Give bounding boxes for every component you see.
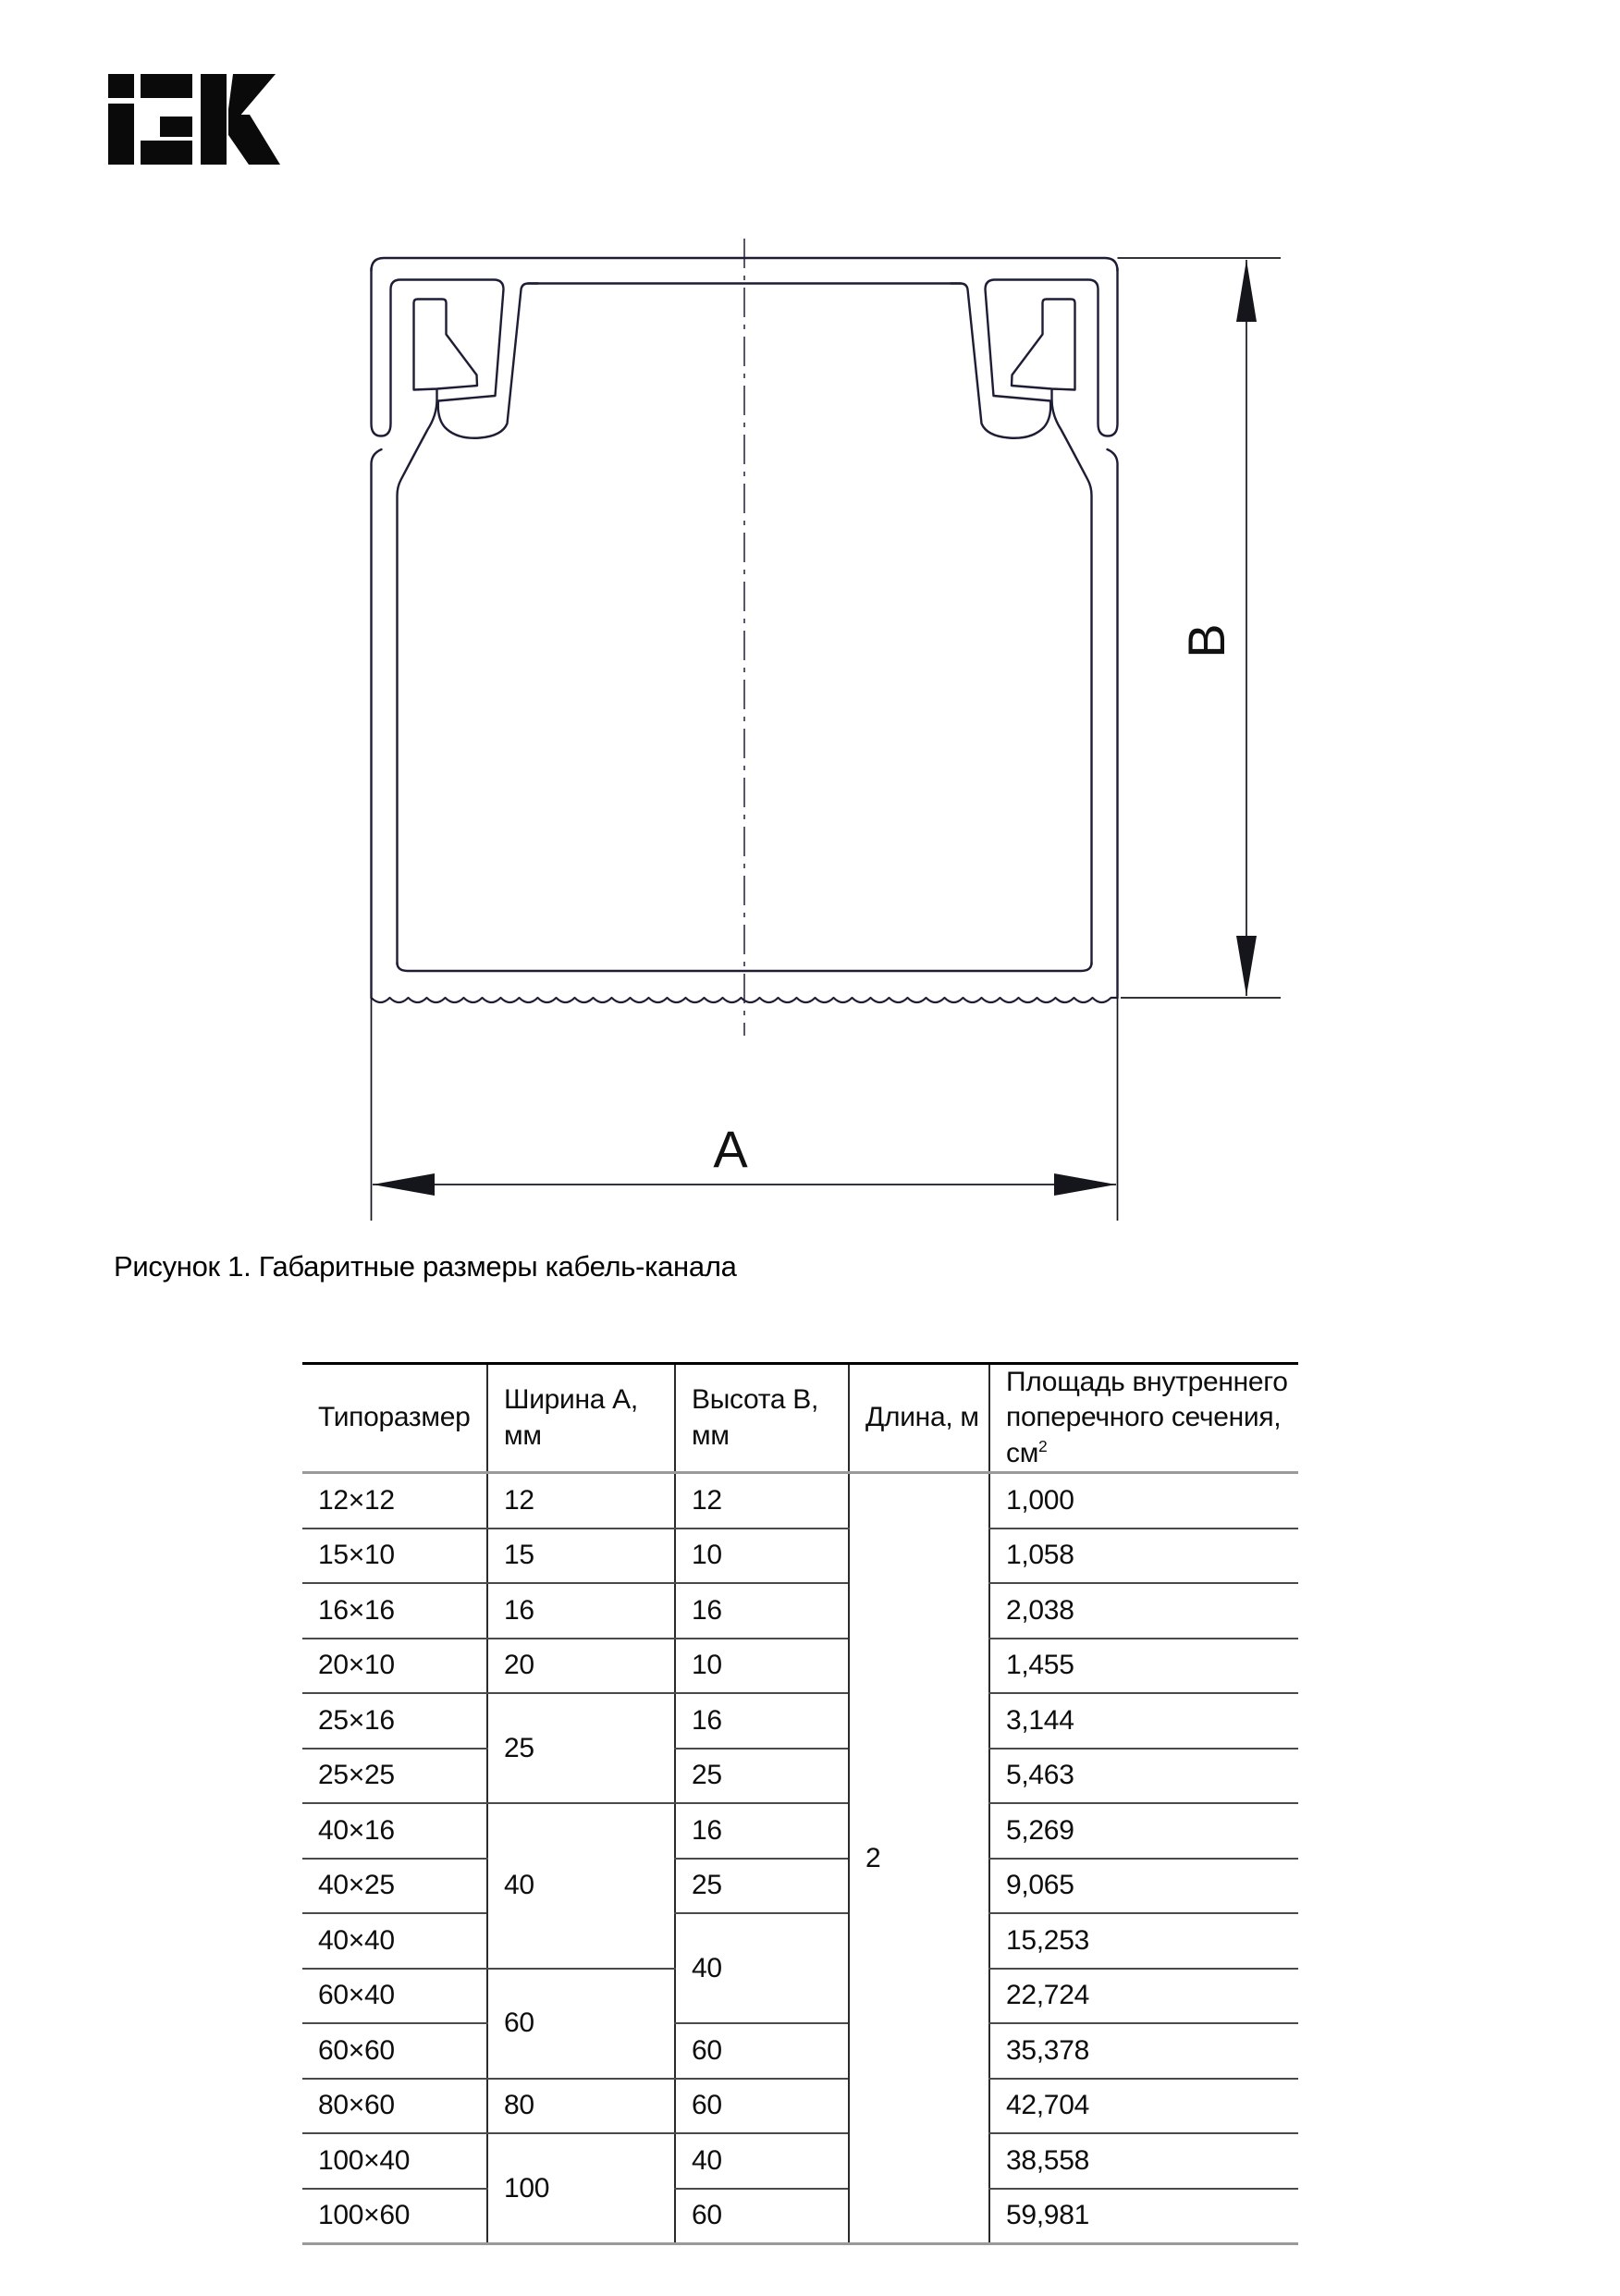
logo-k-stem [201, 74, 227, 165]
cell-area: 9,065 [989, 1859, 1298, 1914]
cell-size: 25×16 [302, 1693, 487, 1749]
profile-wall-right [1012, 300, 1118, 999]
cable-channel-drawing [305, 231, 1341, 1239]
cell-height: 60 [675, 2023, 849, 2079]
arrow-a-left [373, 1173, 435, 1196]
header-width: Ширина А, мм [487, 1364, 675, 1473]
cell-height: 40 [675, 1913, 849, 2023]
cell-area: 5,463 [989, 1749, 1298, 1804]
cell-height: 60 [675, 2189, 849, 2244]
cell-width: 80 [487, 2079, 675, 2134]
header-area: Площадь внутреннего поперечного сечения, $см^2$ [989, 1364, 1298, 1473]
dim-label-b: B [1177, 623, 1235, 658]
cell-area: 38,558 [989, 2133, 1298, 2189]
profile-latch-right [951, 268, 1118, 438]
cell-size: 40×16 [302, 1803, 487, 1859]
cell-height: 25 [675, 1859, 849, 1914]
figure-caption: Рисунок 1. Габаритные размеры кабель-канала [114, 1250, 737, 1283]
cell-area: 1,058 [989, 1529, 1298, 1584]
iek-logo [108, 74, 280, 165]
cell-width: 12 [487, 1473, 675, 1529]
table-row [302, 1529, 1298, 1584]
table-header-row [302, 1364, 1298, 1473]
cell-size: 40×40 [302, 1913, 487, 1969]
table-row [302, 1749, 1298, 1804]
logo-i-stem [108, 104, 134, 165]
cell-height: 12 [675, 1473, 849, 1529]
dimensions-table [302, 1362, 1298, 2245]
spec-table-body [302, 1473, 1298, 2244]
profile-latch-left [372, 268, 539, 438]
cell-width: 15 [487, 1529, 675, 1584]
cell-area: 5,269 [989, 1803, 1298, 1859]
cell-width: 25 [487, 1693, 675, 1803]
cell-size: 60×40 [302, 1969, 487, 2024]
table-row [302, 2189, 1298, 2244]
table-row [302, 2133, 1298, 2189]
cell-size: 40×25 [302, 1859, 487, 1914]
table-row [302, 1693, 1298, 1749]
cell-height: 10 [675, 1529, 849, 1584]
table-row [302, 1639, 1298, 1694]
cell-size: 15×10 [302, 1529, 487, 1584]
cell-height: 16 [675, 1583, 849, 1639]
cell-size: 20×10 [302, 1639, 487, 1694]
cell-width: 16 [487, 1583, 675, 1639]
cell-area: 3,144 [989, 1693, 1298, 1749]
cell-height: 10 [675, 1639, 849, 1694]
table-row [302, 1859, 1298, 1914]
cell-width: 40 [487, 1803, 675, 1969]
cell-area: 35,378 [989, 2023, 1298, 2079]
logo-k-lower-arm [228, 115, 280, 165]
logo-e-bottom [141, 141, 192, 165]
cell-size: 12×12 [302, 1473, 487, 1529]
cell-area: 2,038 [989, 1583, 1298, 1639]
cell-width: 20 [487, 1639, 675, 1694]
profile-wall-left [372, 300, 478, 999]
cell-width: 60 [487, 1969, 675, 2079]
logo-i-dot [108, 74, 134, 98]
cell-area: 1,455 [989, 1639, 1298, 1694]
cell-height: 16 [675, 1693, 849, 1749]
table-row [302, 2079, 1298, 2134]
cell-length: 2 [849, 1473, 989, 2244]
cell-width: 100 [487, 2133, 675, 2244]
cell-size: 100×60 [302, 2189, 487, 2244]
logo-e-mid [160, 117, 192, 137]
cell-height: 16 [675, 1803, 849, 1859]
table-row [302, 2023, 1298, 2079]
dim-label-a: A [713, 1120, 748, 1178]
cell-size: 60×60 [302, 2023, 487, 2079]
header-size: Типоразмер [302, 1364, 487, 1473]
arrow-a-right [1054, 1173, 1116, 1196]
cell-area: 59,981 [989, 2189, 1298, 2244]
cell-height: 40 [675, 2133, 849, 2189]
arrow-b-down [1236, 936, 1257, 996]
cell-area: 42,704 [989, 2079, 1298, 2134]
cell-size: 25×25 [302, 1749, 487, 1804]
header-length: Длина, м [849, 1364, 989, 1473]
header-height: Высота В, мм [675, 1364, 849, 1473]
cell-area: 1,000 [989, 1473, 1298, 1529]
arrow-b-up [1236, 260, 1257, 322]
header-area-superscript: 2 [1038, 1436, 1048, 1455]
cell-height: 60 [675, 2079, 849, 2134]
cell-area: 15,253 [989, 1913, 1298, 1969]
cell-size: 100×40 [302, 2133, 487, 2189]
table-row [302, 1583, 1298, 1639]
logo-e-top [141, 74, 192, 98]
table-row [302, 1803, 1298, 1859]
table-row [302, 1473, 1298, 1529]
cell-height: 25 [675, 1749, 849, 1804]
cell-size: 16×16 [302, 1583, 487, 1639]
cell-size: 80×60 [302, 2079, 487, 2134]
cell-area: 22,724 [989, 1969, 1298, 2024]
table-row [302, 1913, 1298, 1969]
